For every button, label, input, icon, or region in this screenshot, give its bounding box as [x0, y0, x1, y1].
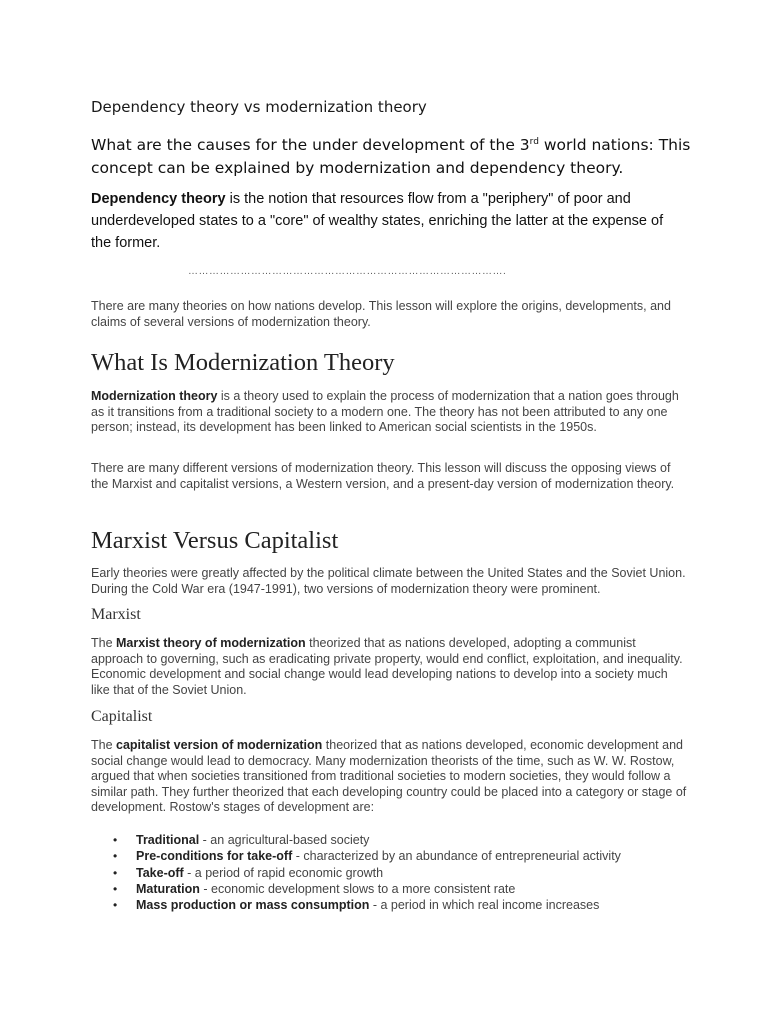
modernization-term: Modernization theory [91, 389, 218, 403]
stage-term: Take-off [136, 865, 184, 880]
question-text-end: world nations: This concept can be explained by modernization and dependency theory. [91, 136, 691, 177]
list-item [91, 866, 691, 882]
bullet-icon: • [113, 898, 118, 913]
stage-term: Pre-conditions for take-off [136, 849, 293, 864]
marxist-term: Marxist theory of modernization [116, 636, 306, 650]
stage-text: - a period in which real income increases [369, 898, 600, 913]
separator-dots: ………………………………………………………………………………. [188, 266, 507, 277]
capitalist-term: capitalist version of modernization [116, 738, 323, 752]
heading-what-is-modernization: What Is Modernization Theory [91, 349, 395, 376]
stage-term: Traditional [136, 833, 200, 847]
list-item [91, 898, 691, 914]
stage-term: Mass production or mass consumption [136, 898, 370, 913]
bullet-icon: • [113, 833, 118, 847]
capitalist-pre: The [91, 738, 117, 752]
heading-marxist-vs-capitalist: Marxist Versus Capitalist [91, 527, 339, 554]
ordinal-superscript: rd [529, 137, 539, 147]
heading-marxist: Marxist [91, 606, 141, 623]
capitalist-paragraph [91, 738, 687, 816]
modernization-text: is a theory used to explain the process of modernization that a nation goes through as it transitions from a traditional society to a modern one. The theory has not been attributed to any one person; instead, its development has been linked to American social scientists in the 1950s. [91, 389, 679, 434]
stage-text: - a period of rapid economic growth [183, 865, 384, 880]
dependency-text: is the notion that resources flow from a "periphery" of poor and underdeveloped states to a "core" of wealthy states, enriching the latter at the expense of the former. [91, 191, 664, 251]
stages-list [91, 833, 691, 914]
question-text-start: What are the causes for the under development of the 3 [91, 136, 530, 154]
modernization-definition [91, 389, 687, 436]
list-item [91, 849, 691, 865]
capitalist-text: theorized that as nations developed, economic development and social change would lead to democracy. Many modernization theorists of the time, such as W. W. Rostow, argued that when societies transitioned from traditional societies to modern societies, they would follow a similar path. They further theorized that each developing country could be placed into a category or stage of development. Rostow's stages of development are: [91, 738, 687, 814]
document-title: Dependency theory vs modernization theory [91, 98, 427, 116]
dependency-definition [91, 188, 681, 254]
bullet-icon: • [113, 881, 118, 896]
stage-term: Maturation [136, 881, 200, 896]
marxist-paragraph [91, 636, 687, 698]
bullet-icon: • [113, 865, 118, 880]
versions-paragraph: There are many different versions of modernization theory. This lesson will discuss the opposing views of the Marxist and capitalist versions, a Western version, and a present-day version of modernization theory. [91, 461, 675, 491]
dependency-term: Dependency theory [91, 191, 226, 207]
intro-paragraph: There are many theories on how nations develop. This lesson will explore the origins, developments, and claims of several versions of modernization theory. [91, 299, 671, 329]
question-paragraph [91, 134, 691, 180]
marxist-text: theorized that as nations developed, adopting a communist approach to governing, such as eradicating private property, would end conflict, exploitation, and inequality. Economic development and social change would lead developing nations to develop into a society much like that of the Soviet Union. [91, 636, 683, 697]
stage-text: - an agricultural-based society [199, 833, 370, 847]
list-item [91, 882, 691, 898]
marxist-pre: The [91, 636, 117, 650]
cold-war-paragraph: Early theories were greatly affected by the political climate between the United States and the Soviet Union. During the Cold War era (1947-1991), two versions of modernization theory were prominent. [91, 566, 686, 596]
bullet-icon: • [113, 849, 118, 864]
stage-text: - economic development slows to a more consistent rate [199, 881, 516, 896]
list-item [91, 833, 691, 849]
heading-capitalist: Capitalist [91, 708, 153, 725]
stage-text: - characterized by an abundance of entrepreneurial activity [292, 849, 621, 864]
